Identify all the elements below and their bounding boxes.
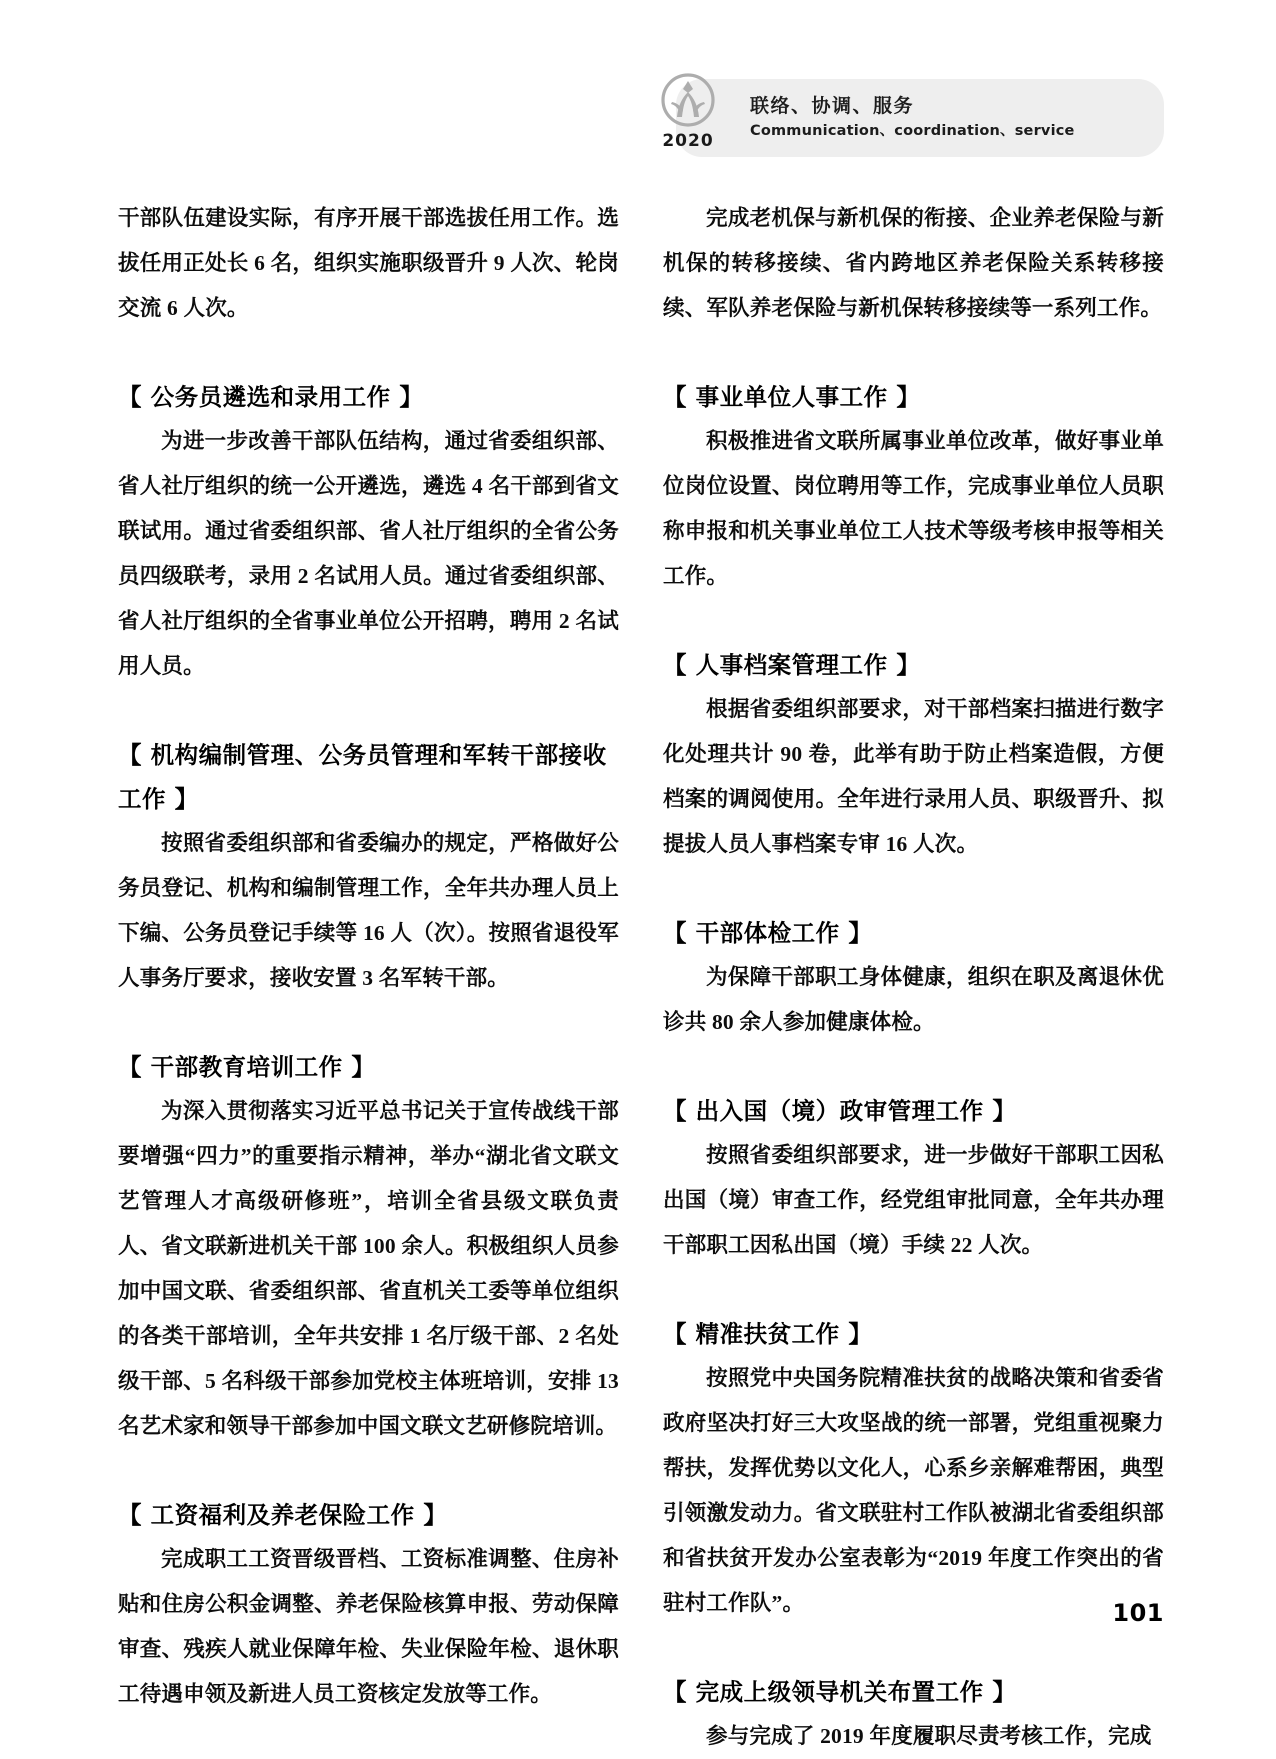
spacer	[118, 331, 619, 375]
continued-paragraph: 干部队伍建设实际，有序开展干部选拔任用工作。选拔任用正处长 6 名，组织实施职级晋升 9 人次、轮岗交流 6 人次。	[118, 206, 619, 320]
header-title-en: Communication、coordination、service	[750, 122, 1075, 139]
spacer	[118, 1449, 619, 1493]
continued-paragraph: 完成老机保与新机保的衔接、企业养老保险与新机保的转移接续、省内跨地区养老保险关系转移接续、军队养老保险与新机保转移接续等一系列工作。	[663, 206, 1164, 320]
section-heading: 【 完成上级领导机关布置工作 】	[663, 1678, 1017, 1706]
section-body: 按照党中央国务院精准扶贫的战略决策和省委省政府坚决打好三大攻坚战的统一部署，党组重视聚力帮扶，发挥优势以文化人，心系乡亲解难帮困，典型引领激发动力。省文联驻村工作队被湖北省委组织部和省扶贫开发办公室表彰为“2019 年度工作突出的省驻村工作队”。	[663, 1366, 1164, 1615]
spacer	[663, 599, 1164, 643]
section-body: 为深入贯彻落实习近平总书记关于宣传战线干部要增强“四力”的重要指示精神，举办“湖北省文联文艺管理人才高级研修班”，培训全省县级文联负责人、省文联新进机关干部 100 余人。积极组织人员参加中国文联、省委组织部、省直机关工委等单位组织的各类干部培训，全年共安排 1 名厅级干部、2 名处级干部、5 名科级干部参加党校主体班培训，安排 13 名艺术家和领导干部参加中国文联文艺研修院培训。	[118, 1099, 619, 1438]
emblem-year-label: 2020	[662, 131, 714, 151]
spacer	[663, 1626, 1164, 1670]
right-column	[663, 196, 1164, 1759]
header-title-cn: 联络、协调、服务	[750, 95, 915, 118]
section-heading: 【 人事档案管理工作 】	[663, 651, 921, 679]
federation-emblem-icon	[650, 72, 726, 164]
header-inner	[650, 70, 1164, 166]
section-heading: 【 干部教育培训工作 】	[118, 1053, 376, 1081]
spacer	[663, 1268, 1164, 1312]
section-heading: 【 机构编制管理、公务员管理和军转干部接收工作 】	[118, 741, 607, 813]
spacer	[663, 867, 1164, 911]
section-heading: 【 工资福利及养老保险工作 】	[118, 1501, 448, 1529]
spacer	[663, 331, 1164, 375]
section-body: 按照省委组织部要求，进一步做好干部职工因私出国（境）审查工作，经党组审批同意，全年共办理干部职工因私出国（境）手续 22 人次。	[663, 1143, 1164, 1257]
section-body: 为保障干部职工身体健康，组织在职及离退休优诊共 80 余人参加健康体检。	[663, 965, 1164, 1034]
section-body: 完成职工工资晋级晋档、工资标准调整、住房补贴和住房公积金调整、养老保险核算申报、劳动保障审查、残疾人就业保障年检、失业保险年检、退休职工待遇申领及新进人员工资核定发放等工作。	[118, 1547, 619, 1706]
section-body: 积极推进省文联所属事业单位改革，做好事业单位岗位设置、岗位聘用等工作，完成事业单位人员职称申报和机关事业单位工人技术等级考核申报等相关工作。	[663, 429, 1164, 588]
section-heading: 【 干部体检工作 】	[663, 919, 873, 947]
emblem-mark-icon	[660, 72, 716, 128]
page-number: 101	[1112, 1599, 1164, 1627]
spacer	[663, 1045, 1164, 1089]
page-header	[0, 70, 1276, 166]
left-column	[118, 196, 619, 1759]
header-title-band	[676, 79, 1164, 157]
section-body: 按照省委组织部和省委编办的规定，严格做好公务员登记、机构和编制管理工作，全年共办理人员上下编、公务员登记手续等 16 人（次）。按照省退役军人事务厅要求，接收安置 3 名军转干部。	[118, 831, 619, 990]
section-heading: 【 事业单位人事工作 】	[663, 383, 921, 411]
section-body: 根据省委组织部要求，对干部档案扫描进行数字化处理共计 90 卷，此举有助于防止档案造假，方便档案的调阅使用。全年进行录用人员、职级晋升、拟提拔人员人事档案专审 16 人次。	[663, 697, 1164, 856]
section-heading: 【 出入国（境）政审管理工作 】	[663, 1097, 1017, 1125]
body-columns	[118, 196, 1164, 1759]
section-body: 参与完成了 2019 年度履职尽责考核工作，完成	[706, 1724, 1152, 1748]
section-body: 为进一步改善干部队伍结构，通过省委组织部、省人社厅组织的统一公开遴选，遴选 4 名干部到省文联试用。通过省委组织部、省人社厅组织的全省公务员四级联考，录用 2 名试用人员。通过省委组织部、省人社厅组织的全省事业单位公开招聘，聘用 2 名试用人员。	[118, 429, 619, 678]
spacer	[118, 689, 619, 733]
spacer	[118, 1001, 619, 1045]
section-heading: 【 公务员遴选和录用工作 】	[118, 383, 424, 411]
section-heading: 【 精准扶贫工作 】	[663, 1320, 873, 1348]
